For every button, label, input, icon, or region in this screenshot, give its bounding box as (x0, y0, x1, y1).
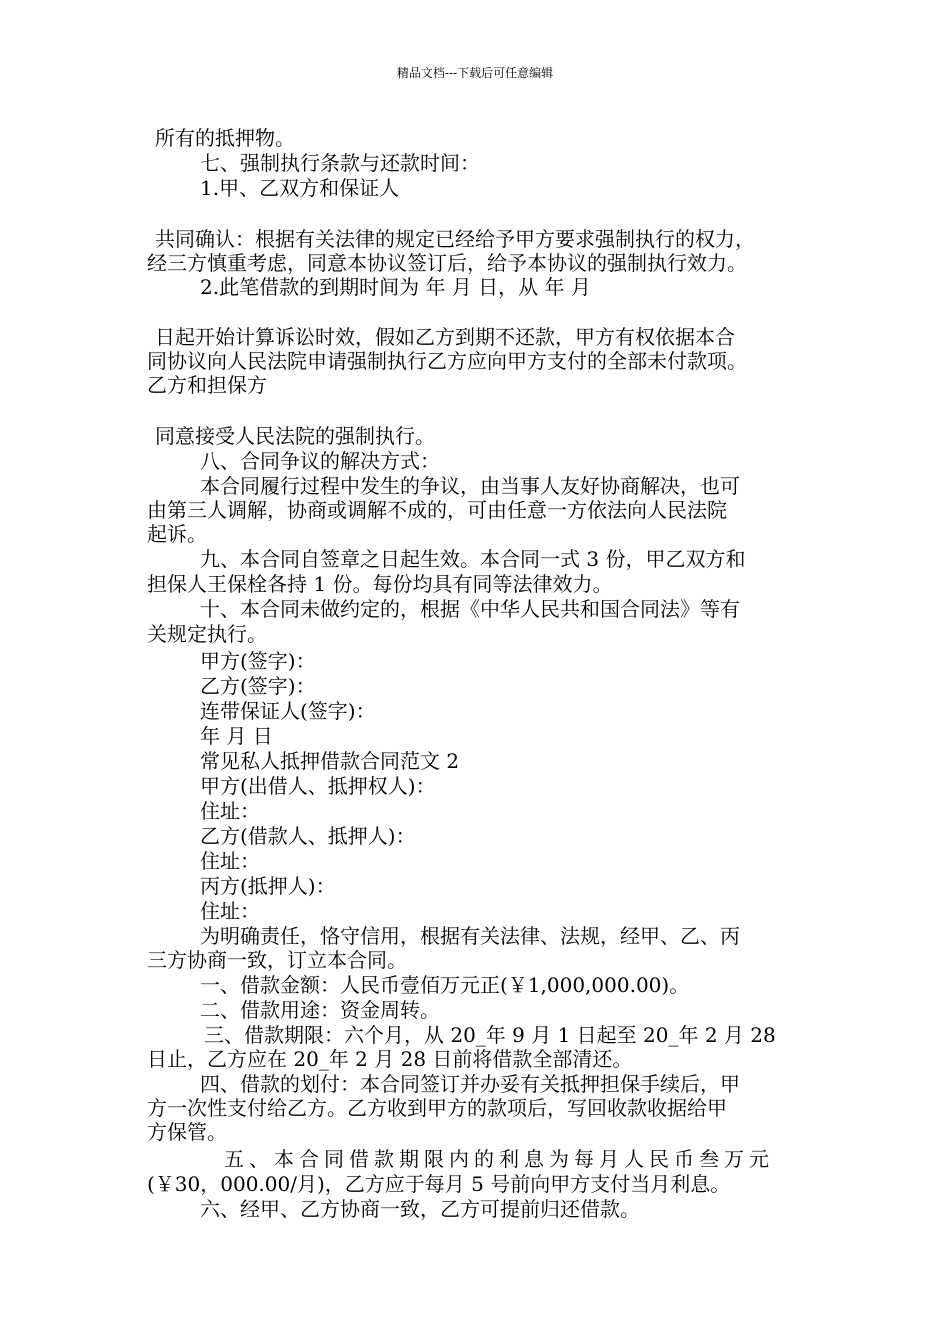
paragraph-line: 同意接受人民法院的强制执行。 (155, 424, 435, 448)
paragraph-line: 经三方慎重考虑，同意本协议签订后，给予本协议的强制执行效力。 (147, 251, 747, 275)
section-heading: 九、本合同自签章之日起生效。本合同一式 3 份，甲乙双方和 (200, 547, 746, 571)
page-header: 精品文档---下载后可任意编辑 (396, 66, 554, 80)
paragraph-line: 日起开始计算诉讼时效，假如乙方到期不还款，甲方有权依据本合 (155, 325, 735, 349)
paragraph-line: 同协议向人民法院申请强制执行乙方应向甲方支付的全部未付款项。 (147, 349, 747, 373)
section-heading: 八、合同争议的解决方式： (200, 449, 440, 473)
party-c-label: 丙方(抵押人)： (200, 874, 336, 898)
paragraph-line: 由第三人调解，协商或调解不成的，可由任意一方依法向人民法院 (147, 498, 727, 522)
paragraph-line: 共同确认：根据有关法律的规定已经给予甲方要求强制执行的权力， (155, 227, 755, 251)
section-heading: 七、强制执行条款与还款时间： (200, 151, 480, 175)
paragraph-line: 三方协商一致，订立本合同。 (147, 948, 407, 972)
address-label: 住址： (200, 849, 260, 873)
section-heading: 一、借款金额：人民币壹佰万元正(￥1,000,000.00)。 (200, 973, 690, 997)
paragraph-line: 本合同履行过程中发生的争议，由当事人友好协商解决，也可 (200, 474, 740, 498)
paragraph-line: 所有的抵押物。 (155, 126, 295, 150)
section-heading: 三、借款期限：六个月，从 20_年 9 月 1 日起至 20_年 2 月 28 (204, 1023, 776, 1047)
section-heading: 四、借款的划付：本合同签订并办妥有关抵押担保手续后，甲 (200, 1072, 740, 1096)
signature-party-b: 乙方(签字)： (200, 674, 316, 698)
section-heading: 十、本合同未做约定的，根据《中华人民共和国合同法》等有 (200, 597, 740, 621)
address-label: 住址： (200, 899, 260, 923)
signature-party-a: 甲方(签字)： (200, 649, 316, 673)
paragraph-line: 2.此笔借款的到期时间为 年 月 日，从 年 月 (200, 275, 591, 299)
party-a-label: 甲方(出借人、抵押权人)： (200, 774, 436, 798)
section-heading: 二、借款用途：资金周转。 (200, 998, 440, 1022)
address-label: 住址： (200, 799, 260, 823)
section-heading: 五、本合同借款期限内的利息为每月人民币叁万元 (224, 1147, 774, 1171)
paragraph-line: 日止，乙方应在 20_年 2 月 28 日前将借款全部清还。 (147, 1047, 633, 1071)
paragraph-line: (￥30，000.00/月)，乙方应于每月 5 号前向甲方支付当月利息。 (147, 1172, 731, 1196)
signature-date: 年 月 日 (200, 724, 273, 748)
paragraph-line: 担保人王保栓各持 1 份。每份均具有同等法律效力。 (147, 572, 613, 596)
section-heading: 六、经甲、乙方协商一致，乙方可提前归还借款。 (200, 1197, 640, 1221)
paragraph-line: 方保管。 (147, 1120, 227, 1144)
paragraph-line: 为明确责任，恪守信用，根据有关法律、法规，经甲、乙、丙 (200, 924, 740, 948)
paragraph-line: 乙方和担保方 (147, 373, 267, 397)
signature-guarantor: 连带保证人(签字)： (200, 699, 376, 723)
paragraph-line: 方一次性支付给乙方。乙方收到甲方的款项后，写回收款收据给甲 (147, 1096, 727, 1120)
document-title: 常见私人抵押借款合同范文 2 (200, 749, 460, 773)
paragraph-line: 1.甲、乙双方和保证人 (200, 176, 400, 200)
paragraph-line: 关规定执行。 (147, 622, 267, 646)
party-b-label: 乙方(借款人、抵押人)： (200, 824, 416, 848)
paragraph-line: 起诉。 (147, 522, 207, 546)
